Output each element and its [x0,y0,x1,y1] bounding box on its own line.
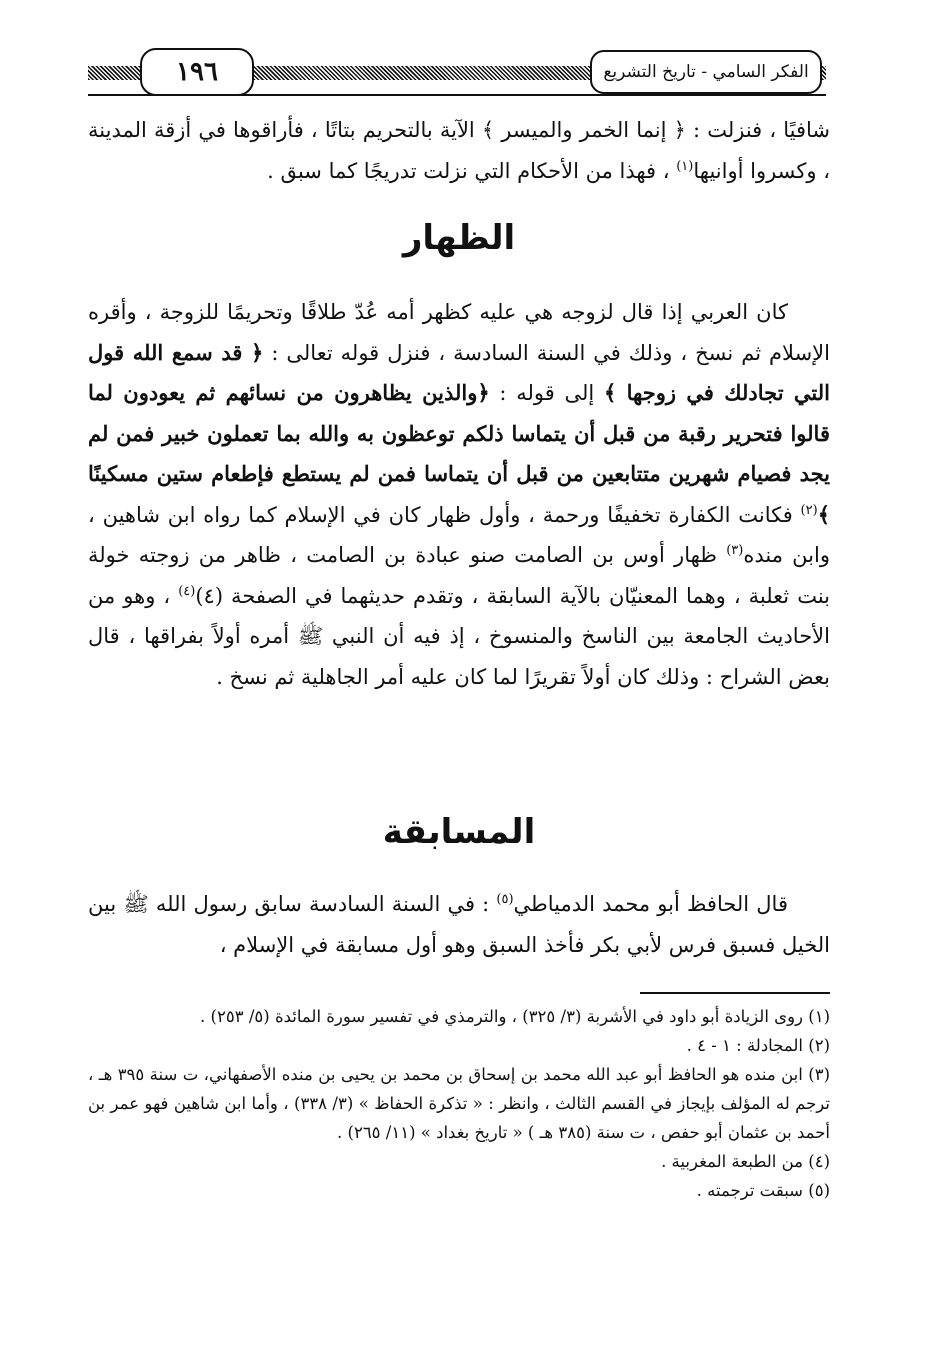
footnote-4: (٤) من الطبعة المغربية . [661,1152,830,1171]
musabaqa-text-2: : في السنة السادسة سابق رسول الله ﷺ بين الخيل فسبق فرس لأبي بكر فأخذ السبق وهو أول مسابقة في الإسلام ، [88,892,830,957]
footnote-ref-1: (١) [676,158,694,174]
quran-quote-2: ﴿والذين يظاهرون من نسائهم ثم يعودون لما قالوا فتحرير رقبة من قبل أن يتماسا ذلكم توعظون به والله بما تعملون خبير فمن لم يجد فصيام شهرين متتابعين من قبل أن يتماسا فمن لم يستطع فإطعام ستين مسكينًا ﴾ [88,380,830,527]
footnotes [88,1002,830,1205]
footnote-ref-3: (٣) [726,543,744,558]
zihar-text-3: فكانت الكفارة تخفيفًا ورحمة ، وأول ظهار كان في الإسلام كما رواه ابن شاهين ، وابن منده [88,502,830,567]
zihar-paragraph [88,292,830,697]
zihar-text-5: ، وهو من الأحاديث الجامعة بين الناسخ والمنسوخ ، إذ فيه أن النبي ﷺ أمره أولاً بفراقها ، قال بعض الشراح : وذلك كان أولاً تقريرًا لما كان عليه أمر الجاهلية ثم نسخ . [88,583,830,689]
zihar-text-2: إلى قوله : [489,381,604,405]
musabaqa-text-1: قال الحافظ أبو محمد الدمياطي [513,892,788,916]
footnote-separator [640,992,830,994]
book-title: الفكر السامي - تاريخ التشريع [590,50,822,94]
footnote-5: (٥) سبقت ترجمته . [696,1181,830,1200]
footnote-2: (٢) المجادلة : ١ - ٤ . [686,1036,830,1055]
footnote-ref-5: (٥) [496,892,514,907]
footnote-1: (١) روى الزيادة أبو داود في الأشربة (٣/ ٣٢٥) ، والترمذي في تفسير سورة المائدة (٥/ ٢٥٣) . [200,1007,830,1026]
musabaqa-paragraph [88,884,830,965]
zihar-text-4: ظهار أوس بن الصامت صنو عبادة بن الصامت ، ظاهر من زوجته خولة بنت ثعلبة ، وهما المعنيّان بالآية السابقة ، وتقدم حديثهما في الصفحة (٤) [88,543,830,608]
intro-paragraph [88,110,830,191]
section-heading-musabaqa: المسابقة [382,812,536,852]
quran-quote-1: ﴿ قد سمع الله قول التي تجادلك في زوجها ﴾ [88,339,830,405]
footnote-ref-4: (٤) [178,583,196,599]
section-heading-zihar: الظهار [402,218,516,258]
footnote-3: (٣) ابن منده هو الحافظ أبو عبد الله محمد بن إسحاق بن محمد بن يحيى بن منده الأصفهاني، ت سنة ٣٩٥ هـ ، ترجم له المؤلف بإيجاز في القسم الثالث ، وانظر : « تذكرة الحفاظ » (٣/ ٣٣٨) ، وأما ابن شاهين فهو عمر بن أحمد بن عثمان أبو حفص ، ت سنة (٣٨٥ هـ ) « تاريخ بغداد » (١١/ ٢٦٥) . [88,1065,830,1142]
page-header [88,42,826,100]
zihar-text-1: كان العربي إذا قال لزوجه هي عليه كظهر أمه عُدّ طلاقًا وتحريمًا للزوجة ، وأقره الإسلام ثم نسخ ، وذلك في السنة السادسة ، فنزل قوله تعالى : [88,300,830,365]
page-number: ١٩٦ [140,48,254,96]
intro-text: شافيًا ، فنزلت : ﴿ إنما الخمر والميسر ﴾ الآية بالتحريم بتاتًا ، فأراقوها في أزقة المدينة ، وكسروا أوانيها [88,118,830,183]
intro-text-tail: ، فهذا من الأحكام التي نزلت تدريجًا كما سبق . [267,158,677,183]
footnote-ref-2: (٢) [800,502,818,518]
